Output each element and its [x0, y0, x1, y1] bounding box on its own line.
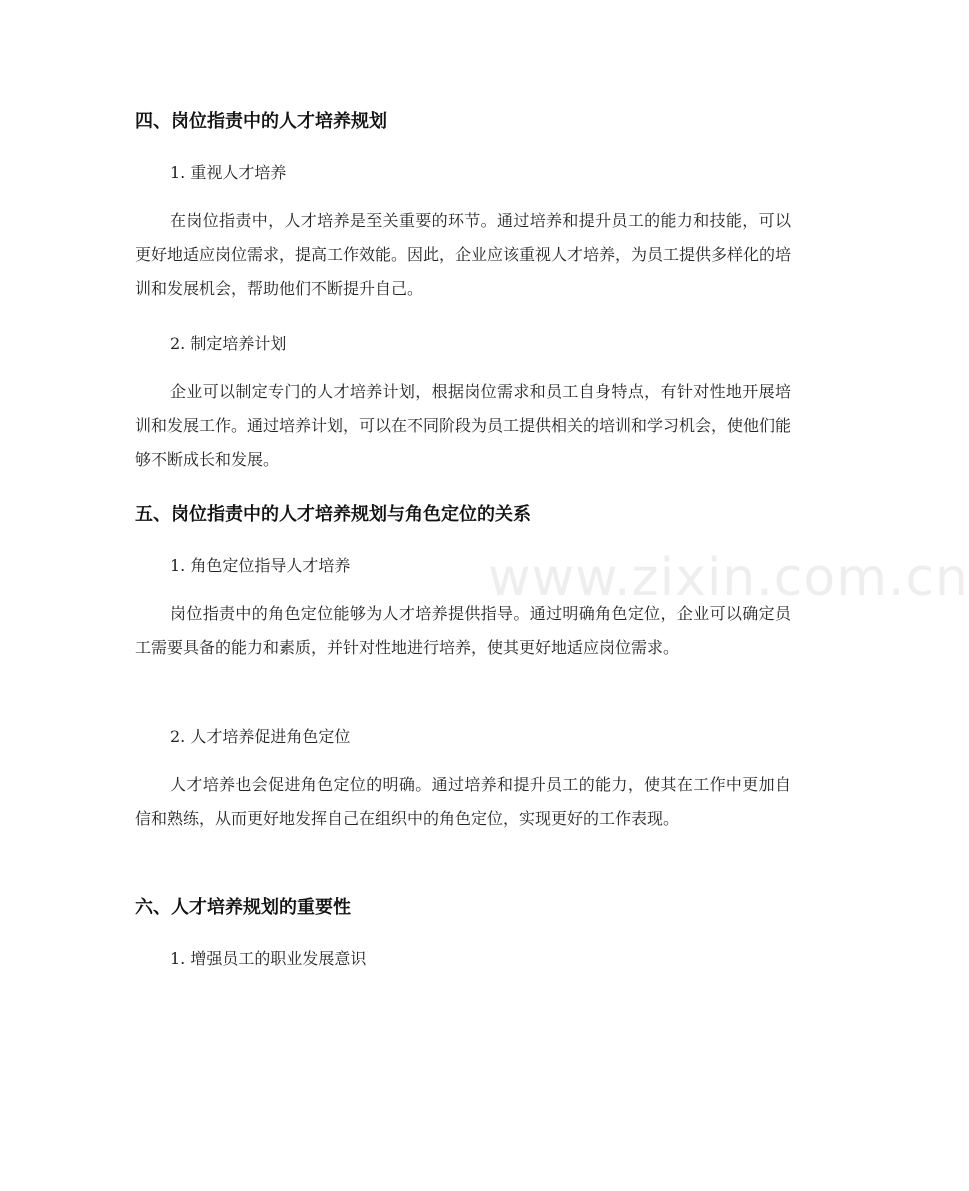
paragraph-5-2: 人才培养也会促进角色定位的明确。通过培养和提升员工的能力，使其在工作中更加自信和熟练，从而更好地发挥自己在组织中的角色定位，实现更好的工作表现。 [135, 775, 791, 828]
section-heading-4: 四、岗位指责中的人才培养规划 [135, 111, 387, 132]
paragraph-4-1: 在岗位指责中，人才培养是至关重要的环节。通过培养和提升员工的能力和技能，可以更好地适应岗位需求，提高工作效能。因此，企业应该重视人才培养，为员工提供多样化的培训和发展机会，帮助他们不断提升自己。 [135, 211, 792, 298]
watermark: www.zixin.com.cn [488, 548, 969, 608]
subheading-5-1: 1. 角色定位指导人才培养 [170, 556, 351, 575]
subheading-5-2: 2. 人才培养促进角色定位 [170, 727, 351, 746]
subheading-6-1: 1. 增强员工的职业发展意识 [170, 949, 367, 968]
paragraph-5-1: 岗位指责中的角色定位能够为人才培养提供指导。通过明确角色定位，企业可以确定员工需要具备的能力和素质，并针对性地进行培养，使其更好地适应岗位需求。 [135, 604, 791, 657]
subheading-4-1: 1. 重视人才培养 [170, 163, 287, 182]
paragraph-4-2: 企业可以制定专门的人才培养计划，根据岗位需求和员工自身特点，有针对性地开展培训和发展工作。通过培养计划，可以在不同阶段为员工提供相关的培训和学习机会，使他们能够不断成长和发展。 [135, 382, 792, 469]
section-heading-6: 六、人才培养规划的重要性 [135, 897, 351, 918]
subheading-4-2: 2. 制定培养计划 [170, 334, 287, 353]
section-heading-5: 五、岗位指责中的人才培养规划与角色定位的关系 [135, 504, 531, 525]
